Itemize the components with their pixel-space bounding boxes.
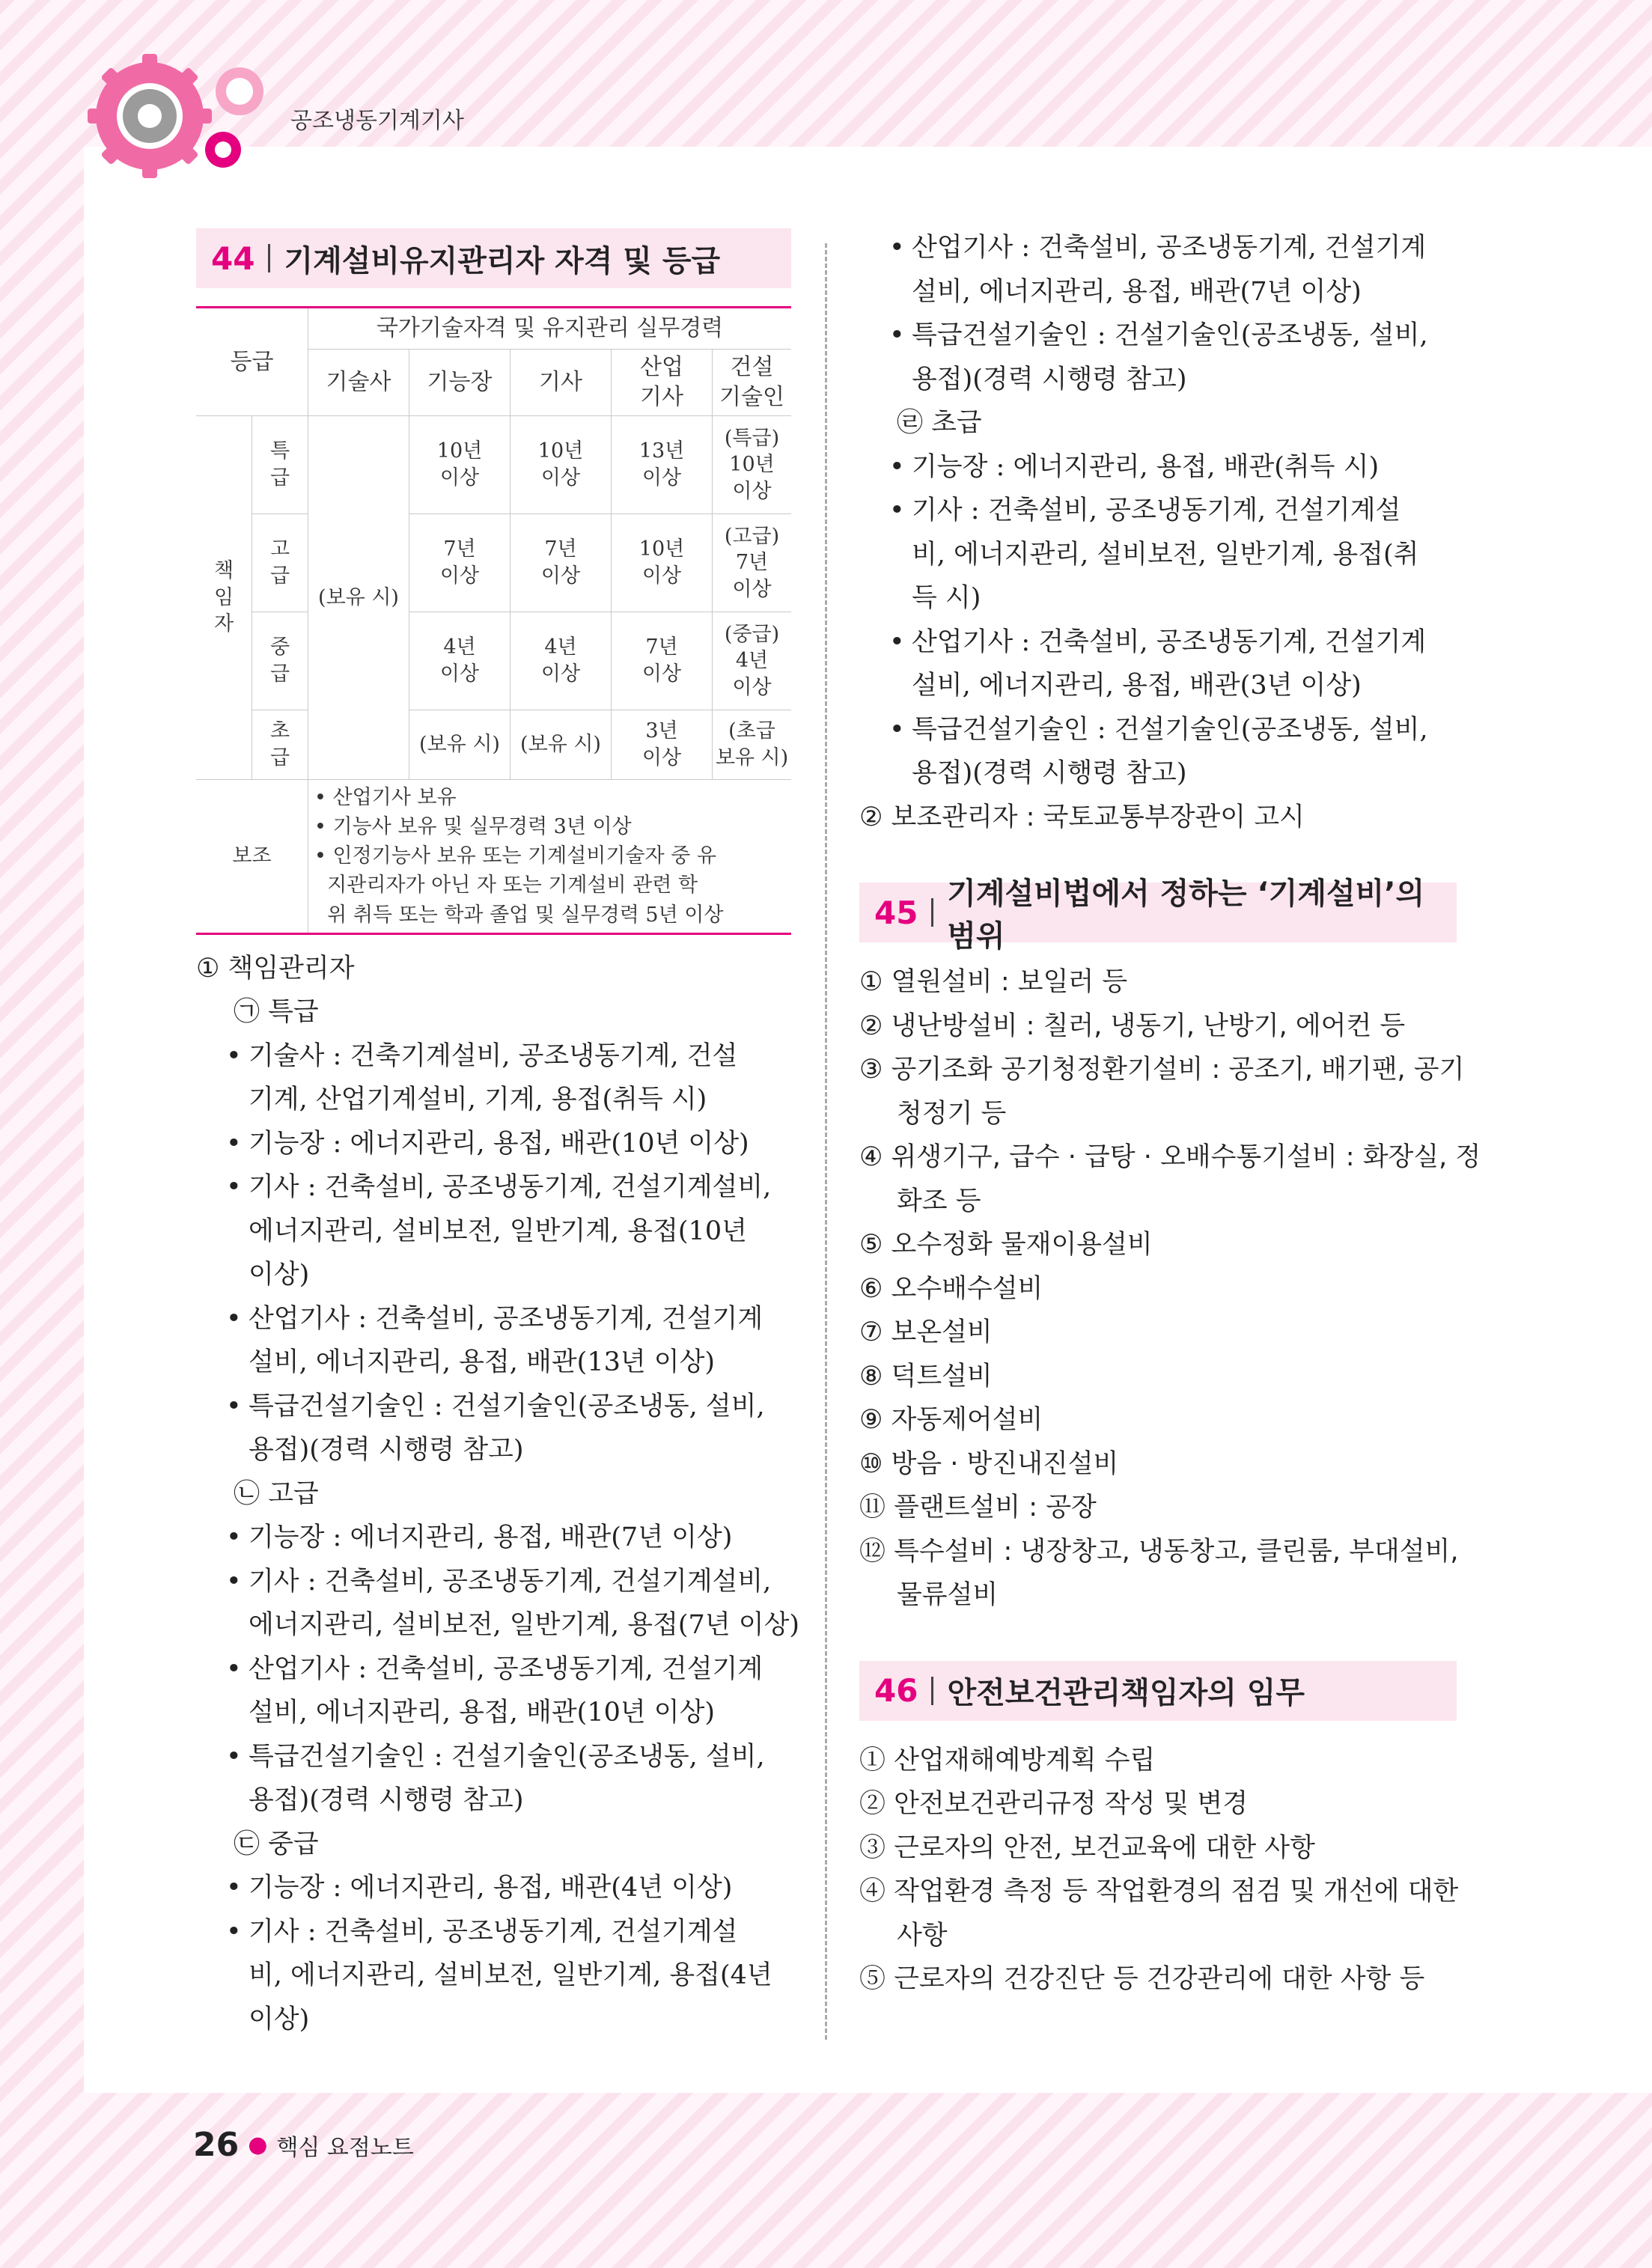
text-line: ⑩ 방음 · 방진내진설비 (859, 1448, 1119, 1479)
section-46-header (859, 1661, 1457, 1721)
section-45-body (859, 960, 1481, 1618)
section-number: 46 (874, 1672, 918, 1709)
text-line: 이상) (249, 2004, 310, 2034)
table-cell: 7년 이상 (510, 514, 612, 612)
text-line: 용접)(경력 시행령 참고) (249, 1785, 524, 1816)
resp-label: 책 임 자 (196, 416, 252, 780)
text-line: ⑧ 덕트설비 (859, 1361, 993, 1391)
qualification-table (196, 306, 791, 935)
text-line: ② 냉난방설비 : 칠러, 냉동기, 난방기, 에어컨 등 (859, 1010, 1406, 1041)
col-header: 기술사 (308, 350, 409, 416)
text-line: ① 열원설비 : 보일러 등 (859, 967, 1128, 997)
table-cell: (고급) 7년 이상 (713, 514, 792, 612)
bullet-item: • 기능장 : 에너지관리, 용접, 배관(10년 이상) (196, 1122, 791, 1166)
text-line: ④ 작업환경 측정 등 작업환경의 점검 및 개선에 대한 (859, 1877, 1459, 1906)
section-46-body (859, 1739, 1457, 2002)
text-line: ㉡ 고급 (234, 1478, 319, 1509)
text-line: ③ 근로자의 안전, 보건교육에 대한 사항 (859, 1832, 1315, 1863)
table-cell: (보유 시) (409, 710, 510, 780)
text-line: ㉣ 초급 (897, 408, 982, 438)
title-divider (268, 244, 270, 272)
bullet-item: • 기사 : 건축설비, 공조냉동기계, 건설기계설 (859, 489, 1457, 533)
section-number: 44 (211, 240, 255, 277)
col-header: 건설 기술인 (713, 350, 792, 416)
text-line: 기계, 산업기계설비, 기계, 용접(취득 시) (249, 1085, 707, 1115)
text-line: ⑥ 오수배수설비 (859, 1273, 1043, 1304)
section-number: 45 (874, 894, 918, 931)
right-column (859, 226, 1481, 2002)
grade-cell: 고 급 (252, 514, 308, 612)
text-line: ⑤ 오수정화 물재이용설비 (859, 1230, 1153, 1260)
col-header: 기능장 (409, 350, 510, 416)
bullet-item: • 특급건설기술인 : 건설기술인(공조냉동, 설비, (859, 314, 1457, 358)
holder-cell: (보유 시) (308, 416, 409, 780)
text-line: 용접)(경력 시행령 참고) (249, 1435, 524, 1466)
text-line: ⑫ 특수설비 : 냉장창고, 냉동창고, 클린룸, 부대설비, (859, 1536, 1459, 1567)
bullet-item: • 산업기사 : 건축설비, 공조냉동기계, 건설기계 (196, 1297, 791, 1341)
text-line: ③ 공기조화 공기청정환기설비 : 공조기, 배기팬, 공기 (859, 1055, 1465, 1085)
left-column (196, 228, 800, 2041)
text-line: ㉠ 특급 (234, 997, 319, 1028)
bullet-item: • 산업기사 : 건축설비, 공조냉동기계, 건설기계 (196, 1647, 791, 1692)
table-cell: (보유 시) (510, 710, 612, 780)
footer-label: 핵심 요점노트 (276, 2134, 414, 2161)
section-44-header (196, 228, 791, 288)
bullet-item: • 기능장 : 에너지관리, 용접, 배관(7년 이상) (196, 1516, 791, 1560)
bullet-item: • 기사 : 건축설비, 공조냉동기계, 건설기계설 (196, 1910, 791, 1954)
table-cell: (중급) 4년 이상 (713, 612, 792, 710)
text-line: 득 시) (912, 583, 981, 613)
text-line: 비, 에너지관리, 설비보전, 일반기계, 용접(취 (912, 539, 1419, 570)
aux-item: • 기능사 보유 및 실무경력 3년 이상 (314, 815, 632, 839)
table-cell: 7년 이상 (612, 612, 713, 710)
section-title: 기계설비법에서 정하는 ‘기계설비’의 범위 (947, 877, 1425, 954)
table-cell: (초급 보유 시) (713, 710, 792, 780)
gears-icon (82, 45, 284, 187)
table-cell: 4년 이상 (510, 612, 612, 710)
grade-cell: 특 급 (252, 416, 308, 514)
text-line: ⑦ 보온설비 (859, 1317, 993, 1347)
bullet-item: • 기사 : 건축설비, 공조냉동기계, 건설기계설비, (196, 1560, 791, 1604)
table-cell: 10년 이상 (510, 416, 612, 514)
table-cell: 10년 이상 (409, 416, 510, 514)
column-divider (825, 243, 827, 2040)
bullet-item: • 산업기사 : 건축설비, 공조냉동기계, 건설기계 (859, 226, 1457, 270)
text-line: 에너지관리, 설비보전, 일반기계, 용접(7년 이상) (249, 1610, 800, 1641)
page-footer (193, 2126, 414, 2164)
text-line: ② 안전보건관리규정 작성 및 변경 (859, 1789, 1249, 1819)
text-line: 에너지관리, 설비보전, 일반기계, 용접(10년 (249, 1216, 747, 1246)
aux-content (308, 780, 792, 934)
bullet-item: • 산업기사 : 건축설비, 공조냉동기계, 건설기계 (859, 621, 1457, 665)
table-cell: 7년 이상 (409, 514, 510, 612)
grade-cell: 중 급 (252, 612, 308, 710)
text-line: 화조 등 (897, 1186, 981, 1216)
group-header: 국가기술자격 및 유지관리 실무경력 (308, 308, 792, 350)
bullet-item: • 기술사 : 건축기계설비, 공조냉동기계, 건설 (196, 1034, 791, 1079)
text-line: 설비, 에너지관리, 용접, 배관(10년 이상) (249, 1698, 716, 1728)
text-line: ㉢ 중급 (234, 1829, 319, 1859)
text-line: 청정기 등 (897, 1098, 1007, 1129)
bullet-item: • 특급건설기술인 : 건설기술인(공조냉동, 설비, (196, 1385, 791, 1429)
left-body (196, 947, 800, 2042)
running-title: 공조냉동기계기사 (290, 108, 464, 134)
section-title: 기계설비유지관리자 자격 및 등급 (284, 243, 721, 278)
aux-label: 보조 (196, 780, 308, 934)
aux-item: • 인정기능사 보유 또는 기계설비기술자 중 유 지관리자가 아닌 자 또는 기계설비 관련 학 위 취득 또는 학과 졸업 및 실무경력 5년 이상 (314, 844, 724, 927)
grade-cell: 초 급 (252, 710, 308, 780)
section-45-header (859, 877, 1457, 954)
text-line: 비, 에너지관리, 설비보전, 일반기계, 용접(4년 (249, 1960, 772, 1991)
text-line: ② 보조관리자 : 국토교통부장관이 고시 (859, 802, 1305, 832)
text-line: 설비, 에너지관리, 용접, 배관(7년 이상) (912, 276, 1362, 307)
grade-header: 등급 (196, 308, 308, 416)
title-divider (931, 898, 933, 927)
table-cell: (특급) 10년 이상 (713, 416, 792, 514)
text-line: ⑪ 플랜트설비 : 공장 (859, 1493, 1097, 1522)
table-cell: 3년 이상 (612, 710, 713, 780)
col-header: 기사 (510, 350, 612, 416)
bullet-item: • 특급건설기술인 : 건설기술인(공조냉동, 설비, (859, 708, 1457, 752)
bullet-item: • 기사 : 건축설비, 공조냉동기계, 건설기계설비, (196, 1165, 791, 1210)
text-line: 사항 (897, 1920, 948, 1951)
bullet-item: • 특급건설기술인 : 건설기술인(공조냉동, 설비, (196, 1735, 791, 1779)
bullet-item: • 기능장 : 에너지관리, 용접, 배관(4년 이상) (196, 1866, 791, 1910)
right-top-body (859, 226, 1457, 839)
footer-dot: ● (248, 2132, 268, 2158)
page-number: 26 (193, 2126, 240, 2164)
text-line: 설비, 에너지관리, 용접, 배관(3년 이상) (912, 671, 1362, 701)
text-line: 용접)(경력 시행령 참고) (912, 364, 1187, 394)
text-line: ① 산업재해예방계획 수립 (859, 1745, 1156, 1775)
bullet-item: • 기능장 : 에너지관리, 용접, 배관(취득 시) (859, 445, 1457, 490)
table-cell: 13년 이상 (612, 416, 713, 514)
text-line: 설비, 에너지관리, 용접, 배관(13년 이상) (249, 1347, 716, 1378)
text-line: 용접)(경력 시행령 참고) (912, 758, 1187, 788)
text-line: 물류설비 (897, 1580, 999, 1610)
text-line: ⑤ 근로자의 건강진단 등 건강관리에 대한 사항 등 (859, 1964, 1425, 1994)
text-line: 이상) (249, 1260, 310, 1290)
section-title: 안전보건관리책임자의 임무 (947, 1676, 1305, 1710)
text-line: ⑨ 자동제어설비 (859, 1405, 1043, 1435)
text-line: ① 책임관리자 (196, 953, 355, 984)
table-cell: 4년 이상 (409, 612, 510, 710)
title-divider (931, 1677, 933, 1705)
aux-item: • 산업기사 보유 (314, 786, 457, 809)
text-line: ④ 위생기구, 급수 · 급탕 · 오배수통기설비 : 화장실, 정 (859, 1142, 1481, 1172)
table-cell: 10년 이상 (612, 514, 713, 612)
col-header: 산업 기사 (612, 350, 713, 416)
